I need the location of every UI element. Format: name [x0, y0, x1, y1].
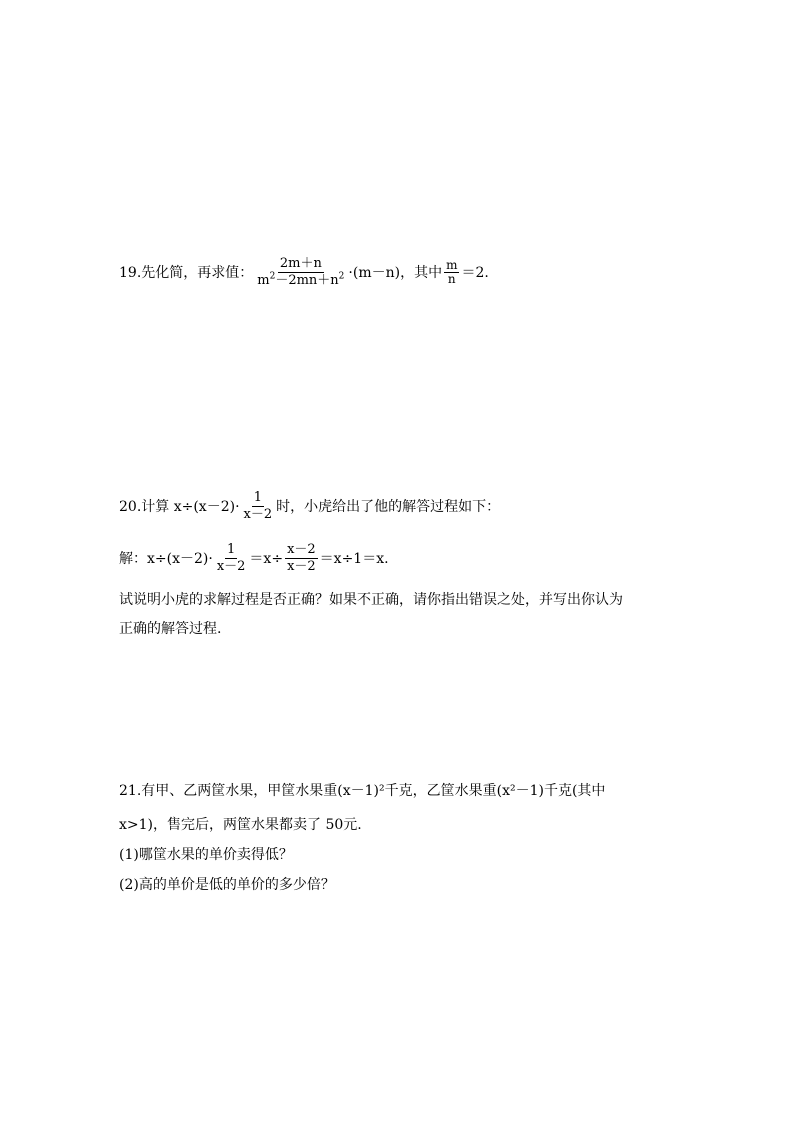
q20-tail: 时，小虎给出了他的解答过程如下：: [276, 498, 501, 515]
q20-fraction: [242, 490, 275, 523]
q19-condition-rest: ＝2.: [461, 264, 489, 281]
q19-middle-text: ·(m－n)，其中: [348, 264, 443, 281]
question-20-line-1: [119, 490, 500, 523]
q20-solution-middle: ＝x÷: [249, 550, 284, 567]
q19-cond-numerator: m: [446, 258, 458, 272]
q20-solution-tail: ＝x÷1＝x.: [319, 550, 389, 567]
q20-solution-fraction-2: $\frac{x-2}{x-2}$: [287, 542, 316, 574]
q20-solution-fraction-1: $\frac{1}{x-2}$: [216, 542, 246, 574]
question-20-line-3: 试说明小虎的求解过程是否正确？如果不正确，请你指出错误之处，并写出你认为: [119, 592, 623, 608]
q20-solution-label: 解：x÷(x－2)·: [119, 550, 213, 567]
q19-cond-denominator: n: [447, 272, 456, 286]
q20-label: 20.计算 x÷(x－2)·: [119, 498, 240, 515]
q20-frac-numerator: 1: [253, 490, 262, 505]
question-21-line-1: 21.有甲、乙两筐水果，甲筐水果重(x－1)²千克，乙筐水果重(x²－1)千克(其中: [119, 783, 606, 799]
question-21-line-2: x>1)，售完后，两筐水果都卖了 50元.: [119, 817, 362, 833]
q19-frac-numerator: 2m＋n: [279, 256, 322, 271]
q19-condition-fraction: [444, 259, 459, 286]
question-21-part-2: (2)高的单价是低的单价的多少倍？: [119, 877, 335, 893]
question-20-line-4: 正确的解答过程.: [119, 621, 222, 637]
q19-label: 19.先化简，再求值：: [119, 264, 254, 281]
q19-fraction: [255, 256, 346, 289]
question-21-part-1: (1)哪筐水果的单价卖得低？: [119, 847, 293, 863]
question-19: [119, 256, 489, 289]
q19-frac-denominator: $m^2-2mn+n^2$: [257, 271, 345, 288]
question-20-solution: [119, 542, 389, 575]
q20-frac-denominator: x－2: [243, 507, 273, 522]
